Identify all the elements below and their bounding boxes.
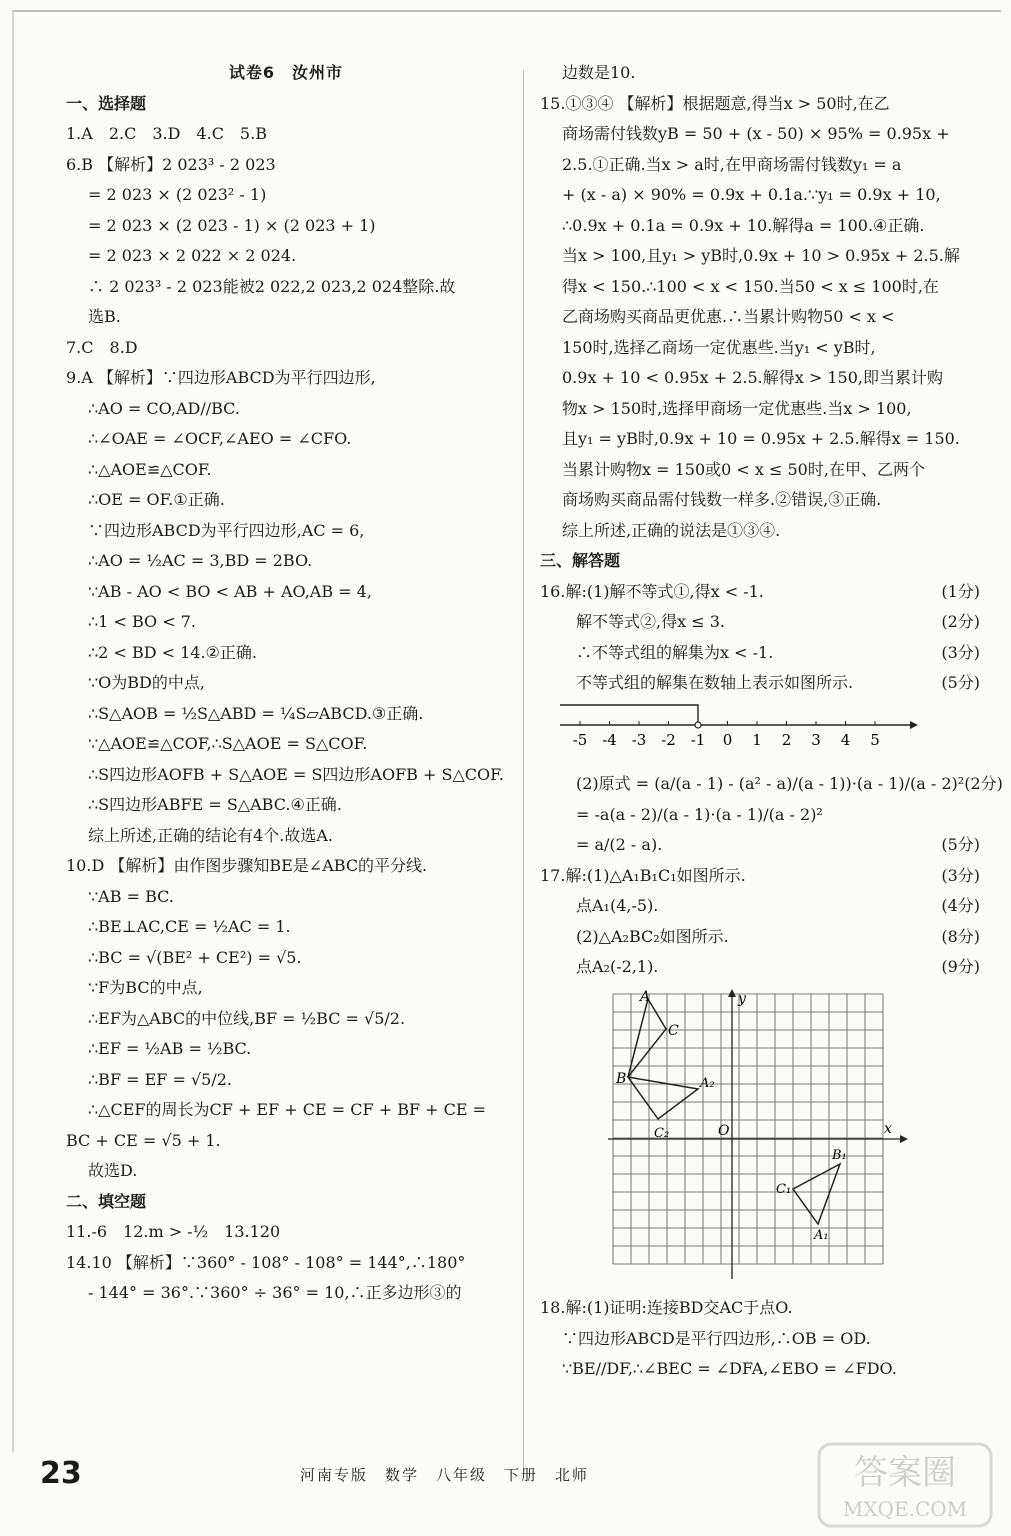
- text-line: 边数是10.: [562, 63, 636, 82]
- label-a: A: [640, 988, 651, 1005]
- score-points: (3分): [941, 642, 980, 662]
- text-line: 得x < 150.∴100 < x < 150.当50 < x ≤ 100时,在: [562, 276, 939, 296]
- scored-line-text: 不等式组的解集在数轴上表示如图所示.: [576, 673, 854, 692]
- text-line: ∴OE = OF.①正确.: [88, 490, 225, 509]
- scored-line-text: 点A₁(4,-5).: [576, 896, 659, 915]
- text-line: ∵BE//DF,∴∠BEC = ∠DFA,∠EBO = ∠FDO.: [562, 1359, 897, 1378]
- y-axis-arrow: [728, 989, 736, 997]
- text-line: ∴EF = ½AB = ½BC.: [88, 1039, 252, 1058]
- text-line: 且y₁ = yB时,0.9x + 10 = 0.95x + 2.5.解得x = 150.: [562, 429, 960, 448]
- text-line: ∴BE⊥AC,CE = ½AC = 1.: [88, 917, 291, 936]
- scored-line: [540, 607, 980, 638]
- x-axis-arrow: [900, 1135, 908, 1143]
- text-line: ∴BF = EF = √5/2.: [88, 1069, 233, 1089]
- text-line: ∴1 < BO < 7.: [88, 612, 196, 631]
- number-line-arrow: [910, 721, 918, 729]
- scored-line-text: (2)△A₂BC₂如图所示.: [576, 926, 729, 946]
- label-x: x: [884, 1120, 892, 1137]
- text-line: 150时,选择乙商场一定优惠些.当y₁ < yB时,: [562, 337, 876, 357]
- text-line: 18.解:(1)证明:连接BD交AC于点O.: [540, 1298, 793, 1317]
- scored-line: [540, 952, 980, 983]
- text-line: ∴S四边形AOFB + S△AOE = S四边形AOFB + S△COF.: [88, 764, 504, 784]
- watermark-logo: [815, 1440, 995, 1530]
- right-answer-lines: [540, 58, 980, 577]
- text-line: 故选D.: [88, 1161, 138, 1180]
- text-line: 综上所述,正确的说法是①③④.: [562, 520, 781, 540]
- tick-label: 2: [781, 730, 792, 749]
- text-line: ∵四边形ABCD为平行四边形,AC = 6,: [88, 520, 365, 540]
- scored-line: [540, 769, 1003, 800]
- text-line: 0.9x + 10 < 0.95x + 2.5.解得x > 150,即当累计购: [562, 368, 943, 387]
- text-line: 11.-6 12.m > -½ 13.120: [66, 1222, 281, 1241]
- tick-label: -1: [690, 730, 706, 749]
- score-points: (4分): [941, 896, 980, 915]
- text-line: = 2 023 × (2 023 - 1) × (2 023 + 1): [88, 215, 376, 235]
- text-line: 15.①③④ 【解析】根据题意,得当x > 50时,在乙: [540, 93, 890, 113]
- text-line: ∴∠OAE = ∠OCF,∠AEO = ∠CFO.: [88, 429, 352, 448]
- text-line: = 2 023 × (2 023² - 1): [88, 185, 267, 204]
- solution-ray: [560, 705, 698, 725]
- scored-line-text: 17.解:(1)△A₁B₁C₁如图所示.: [540, 865, 746, 885]
- text-line: ∴S△AOB = ½S△ABD = ¼S▱ABCD.③正确.: [88, 703, 424, 723]
- column-divider: [523, 70, 524, 1470]
- question-18: [540, 1293, 980, 1385]
- score-points: (9分): [941, 957, 980, 976]
- text-line: ∴△AOE≌△COF.: [88, 459, 212, 479]
- score-points: (2分): [964, 774, 1003, 793]
- footer-book-info: 河南专版 数学 八年级 下册 北师: [300, 1466, 590, 1484]
- left-column: [66, 58, 506, 1309]
- label-b1: B₁: [832, 1147, 847, 1163]
- text-line: ∴ 2 023³ - 2 023能被2 022,2 023,2 024整除.故: [88, 276, 456, 296]
- text-line: ∵△AOE≌△COF,∴S△AOE = S△COF.: [88, 734, 368, 753]
- open-point: [695, 722, 701, 728]
- triangle-a2bc2: [628, 1077, 698, 1119]
- label-c1: C₁: [776, 1181, 792, 1197]
- watermark-text: 答案圈: [854, 1453, 956, 1493]
- tick-label: -2: [661, 730, 676, 749]
- text-line: 2.5.①正确.当x > a时,在甲商场需付钱数y₁ = a: [562, 154, 902, 174]
- text-line: 二、填空题: [66, 1191, 147, 1211]
- text-line: ∴0.9x + 0.1a = 0.9x + 10.解得a = 100.④正确.: [562, 215, 925, 235]
- label-a1: A₁: [814, 1227, 829, 1243]
- score-points: (5分): [941, 673, 980, 692]
- tick-label: 4: [840, 730, 851, 749]
- scored-line-text: = -a(a - 2)/(a - 1)·(a - 1)/(a - 2)²: [576, 804, 823, 824]
- text-line: ∴AO = CO,AD//BC.: [88, 398, 240, 418]
- text-line: 9.A 【解析】∵四边形ABCD为平行四边形,: [66, 368, 376, 387]
- triangle-abc: [628, 999, 666, 1077]
- scored-line-text: (2)原式 = (a/(a - 1) - (a² - a)/(a - 1))·(a - 1)/(a - 2)²: [576, 774, 965, 793]
- tick-label: -3: [631, 730, 647, 749]
- scored-line: [540, 577, 980, 608]
- text-line: ∴S四边形ABFE = S△ABC.④正确.: [88, 795, 342, 814]
- scored-line: [540, 891, 980, 922]
- text-line: ∵AB - AO < BO < AB + AO,AB = 4,: [88, 581, 372, 601]
- scored-line-text: = a/(2 - a).: [576, 835, 663, 854]
- text-line: - 144° = 36°.∵360° ÷ 36° = 10,∴正多边形③的: [88, 1283, 462, 1302]
- text-line: ∵F为BC的中点,: [88, 978, 203, 997]
- tick-label: 5: [870, 730, 880, 749]
- text-line: ∵四边形ABCD是平行四边形,∴OB = OD.: [562, 1328, 871, 1348]
- text-line: ∴△CEF的周长为CF + EF + CE = CF + BF + CE =: [88, 1100, 487, 1119]
- text-line: 一、选择题: [66, 93, 147, 113]
- watermark-url: MXQE.COM: [842, 1497, 968, 1521]
- score-points: (3分): [941, 865, 980, 885]
- left-answer-lines: [66, 89, 506, 1309]
- question-16: [540, 577, 980, 699]
- score-points: (5分): [941, 835, 980, 854]
- scored-line-text: 点A₂(-2,1).: [576, 957, 659, 976]
- triangle-a1b1c1: [793, 1164, 840, 1224]
- text-line: 商场购买商品需付钱数一样多.②错误,③正确.: [562, 490, 882, 509]
- text-line: 14.10 【解析】∵360° - 108° - 108° = 144°,∴180°: [66, 1252, 466, 1272]
- text-line: ∴EF为△ABC的中位线,BF = ½BC = √5/2.: [88, 1008, 406, 1028]
- page-number: 23: [40, 1456, 82, 1491]
- scored-line: [540, 800, 980, 831]
- tick-label: -5: [572, 730, 588, 749]
- question-17: [540, 861, 980, 983]
- label-c2: C₂: [654, 1125, 670, 1141]
- text-line: 乙商场购买商品更优惠.∴当累计购物50 < x <: [562, 307, 895, 326]
- text-line: 当x > 100,且y₁ > yB时,0.9x + 10 > 0.95x + 2.5.解: [562, 246, 960, 265]
- text-line: 1.A 2.C 3.D 4.C 5.B: [66, 124, 267, 143]
- label-c: C: [668, 1022, 679, 1039]
- text-line: BC + CE = √5 + 1.: [66, 1130, 221, 1150]
- text-line: ∴BC = √(BE² + CE²) = √5.: [88, 947, 302, 967]
- text-line: ∴AO = ½AC = 3,BD = 2BO.: [88, 551, 313, 570]
- tick-label: 1: [752, 730, 762, 749]
- text-line: 物x > 150时,选择甲商场一定优惠些.当x > 100,: [562, 398, 912, 418]
- text-line: ∴2 < BD < 14.②正确.: [88, 642, 257, 662]
- scored-line: [540, 861, 980, 892]
- right-column: [540, 58, 1003, 1385]
- label-y: y: [738, 990, 746, 1007]
- scored-line: [540, 638, 980, 669]
- page-title: 试卷6 汝州市: [228, 63, 344, 82]
- text-line: 7.C 8.D: [66, 337, 138, 357]
- question-16-part-2: [540, 769, 1003, 861]
- text-line: 三、解答题: [540, 551, 621, 570]
- scored-line-text: 解不等式②,得x ≤ 3.: [576, 612, 725, 631]
- tick-label: 3: [811, 730, 821, 749]
- label-b: B: [616, 1070, 627, 1087]
- text-line: ∵O为BD的中点,: [88, 673, 205, 692]
- scored-line-text: 16.解:(1)解不等式①,得x < -1.: [540, 581, 764, 601]
- text-line: 10.D 【解析】由作图步骤知BE是∠ABC的平分线.: [66, 856, 428, 875]
- text-line: = 2 023 × 2 022 × 2 024.: [88, 246, 297, 265]
- text-line: ∵AB = BC.: [88, 886, 174, 906]
- number-line: [560, 703, 920, 753]
- text-line: 当累计购物x = 150或0 < x ≤ 50时,在甲、乙两个: [562, 459, 925, 479]
- scored-line: [540, 922, 980, 953]
- text-line: 商场需付钱数yB = 50 + (x - 50) × 95% = 0.95x +: [562, 124, 950, 143]
- text-line: 6.B 【解析】2 023³ - 2 023: [66, 154, 276, 174]
- scored-line: [540, 830, 980, 861]
- tick-label: -4: [602, 730, 617, 749]
- text-line: + (x - a) × 90% = 0.9x + 0.1a.∵y₁ = 0.9x + 10,: [562, 185, 941, 204]
- label-a2: A₂: [700, 1075, 715, 1091]
- score-points: (8分): [941, 926, 980, 946]
- scored-line-text: ∴不等式组的解集为x < -1.: [576, 642, 774, 662]
- coordinate-grid-figure: [608, 989, 908, 1279]
- tick-label: 0: [722, 730, 733, 749]
- scored-line: [540, 668, 980, 699]
- score-points: (1分): [941, 581, 980, 601]
- score-points: (2分): [941, 612, 980, 631]
- text-line: 选B.: [88, 307, 121, 326]
- text-line: 综上所述,正确的结论有4个.故选A.: [88, 825, 333, 845]
- label-o: O: [718, 1122, 730, 1139]
